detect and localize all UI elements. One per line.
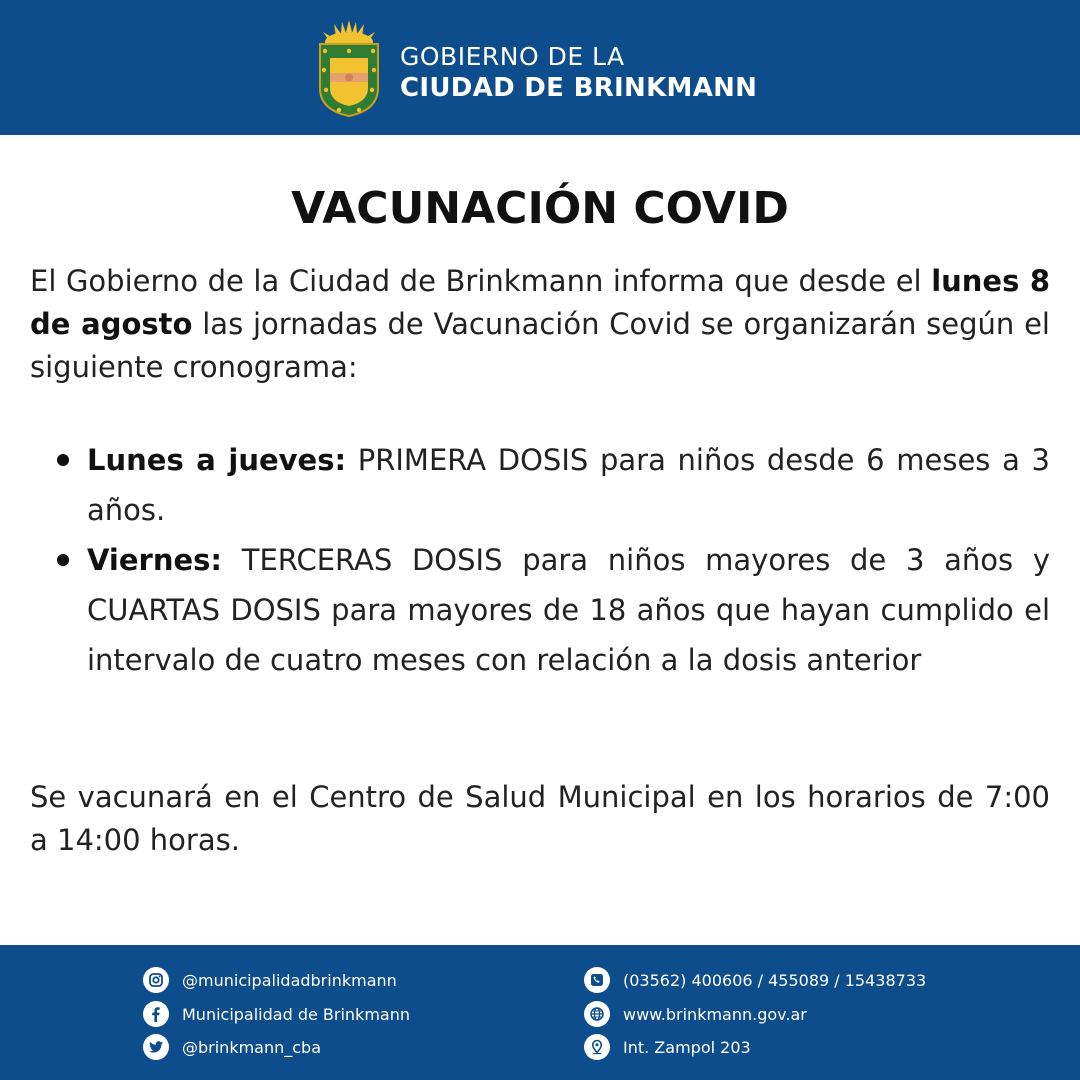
notice-title: VACUNACIÓN COVID [291,183,789,234]
intro-start-date: lunes 8 de agosto [30,264,1050,341]
contact-website[interactable] [584,1001,807,1027]
schedule-item-text: TERCERAS DOSIS para niños mayores de 3 años y CUARTAS DOSIS para mayores de 18 años que hayan cumplido el intervalo de cuatro meses con relación a la dosis anterior [87,543,1050,677]
schedule-item [30,535,1050,685]
organization-name-line1: GOBIERNO DE LA [400,42,625,71]
instagram-handle: @municipalidadbrinkmann [182,970,397,990]
phone-icon [584,967,610,993]
bullet-icon [57,454,69,466]
bullet-icon [57,554,69,566]
contact-facebook[interactable] [143,1001,410,1027]
street-address: Int. Zampol 203 [623,1037,751,1057]
twitter-icon [143,1034,169,1060]
facebook-page: Municipalidad de Brinkmann [182,1004,410,1024]
contact-twitter[interactable] [143,1034,321,1060]
contact-instagram[interactable] [143,967,397,993]
instagram-icon [143,967,169,993]
schedule-item-text: PRIMERA DOSIS para niños desde 6 meses a 3 años. [87,443,1050,527]
phone-numbers: (03562) 400606 / 455089 / 15438733 [623,970,927,990]
intro-text-end: las jornadas de Vacunación Covid se organizarán según el siguiente cronograma: [30,307,1050,384]
footer-contact-bar [0,945,1080,1080]
schedule-item-day: Lunes a jueves: [87,443,347,477]
location-pin-icon [584,1034,610,1060]
contact-address[interactable] [584,1034,751,1060]
twitter-handle: @brinkmann_cba [182,1037,322,1057]
schedule-item-day: Viernes: [87,543,223,577]
intro-text-start: El Gobierno de la Ciudad de Brinkmann informa que desde el [30,264,932,298]
contact-phone[interactable] [584,967,926,993]
facebook-icon [143,1001,169,1027]
organization-name-line2: CIUDAD DE BRINKMANN [400,73,758,103]
city-coat-of-arms-logo [314,18,384,118]
website-url: www.brinkmann.gov.ar [623,1004,807,1024]
vaccination-schedule-list [30,435,1050,685]
notice-intro [30,260,1050,389]
schedule-item [30,435,1050,535]
notice-closing: Se vacunará en el Centro de Salud Municipal en los horarios de 7:00 a 14:00 horas. [30,780,1050,857]
organization-name [400,42,757,104]
globe-icon [584,1001,610,1027]
header-banner [0,0,1080,135]
